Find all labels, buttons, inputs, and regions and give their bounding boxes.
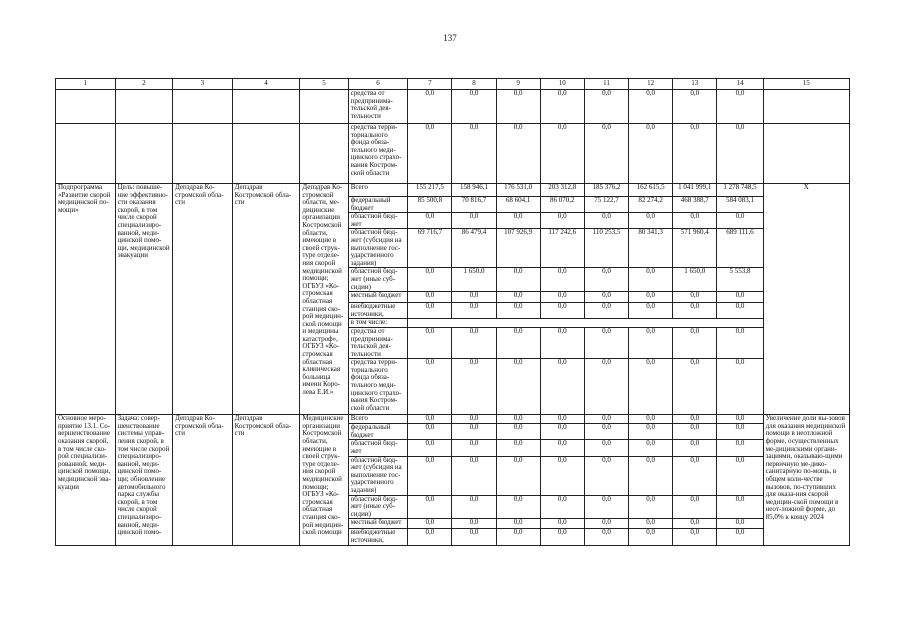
amount-cell: 0,0 xyxy=(673,327,717,358)
funding-source: областной бюд-жет (субсидия на выполнение гос-ударственного задания) xyxy=(348,456,408,495)
amount-cell: 0,0 xyxy=(408,359,452,415)
amount-cell: 0,0 xyxy=(629,292,673,303)
amount-cell: 5 553,8 xyxy=(717,268,763,292)
amount-cell: 0,0 xyxy=(452,327,496,358)
empty-cell xyxy=(115,90,173,124)
amount-cell: 75 122,7 xyxy=(584,197,628,213)
amount-cell: 571 960,4 xyxy=(673,229,717,268)
empty-cell xyxy=(300,90,348,124)
amount-cell: 0,0 xyxy=(673,424,717,440)
column-number: 15 xyxy=(763,79,849,90)
amount-cell: 176 531,0 xyxy=(496,184,540,197)
amount-cell: 468 388,7 xyxy=(673,197,717,213)
amount-cell: 0,0 xyxy=(496,124,540,184)
column-number: 6 xyxy=(348,79,408,90)
funding-source: внебюджетные источники, xyxy=(348,529,408,545)
amount-cell: 0,0 xyxy=(629,519,673,529)
amount-cell: 0,0 xyxy=(629,359,673,415)
amount-cell: 0,0 xyxy=(452,90,496,124)
amount-cell: 0,0 xyxy=(540,124,584,184)
amount-cell: 0,0 xyxy=(717,90,763,124)
amount-cell: 0,0 xyxy=(673,213,717,229)
funding-source: местный бюджет xyxy=(348,292,408,303)
amount-cell: 0,0 xyxy=(452,424,496,440)
amount-cell: 0,0 xyxy=(629,90,673,124)
column-number: 9 xyxy=(496,79,540,90)
amount-cell: 110 253,5 xyxy=(584,229,628,268)
amount-cell: 0,0 xyxy=(584,213,628,229)
amount-cell: 86 070,2 xyxy=(540,197,584,213)
funding-source: областной бюд-жет (субсидия на выполнение гос-ударственного задания) xyxy=(348,229,408,268)
amount-cell: 0,0 xyxy=(452,213,496,229)
table-row xyxy=(56,90,850,124)
amount-cell: 0,0 xyxy=(673,359,717,415)
page-number: 137 xyxy=(443,33,457,43)
amount-cell: 1 041 999,1 xyxy=(673,184,717,197)
empty-cell xyxy=(232,90,300,124)
amount-cell: 0,0 xyxy=(540,292,584,303)
funding-source: областной бюд-жет xyxy=(348,440,408,456)
amount-cell: 0,0 xyxy=(452,415,496,424)
column-number: 12 xyxy=(629,79,673,90)
amount-cell: 0,0 xyxy=(408,424,452,440)
b2-indicator: Увеличение доли вы-зовов для оказания медицинской помощи в неотложной форме, осуществленных ме-дицинскими органи-зациями, оказываю-щими первичную ме-дико-санитарную по-мощь, в общем коли-честве вызовов, по-ступивших для оказа-ния скорой медицин-ской помощи в неот-ложной форме, до 85,0% к концу 2024 xyxy=(763,415,849,545)
amount-cell: 0,0 xyxy=(584,124,628,184)
amount-cell: 0,0 xyxy=(496,440,540,456)
amount-cell: 70 816,7 xyxy=(452,197,496,213)
b1-responsible: Депздрав Костромской обла-сти xyxy=(232,184,300,415)
amount-cell: 0,0 xyxy=(584,268,628,292)
amount-cell: 0,0 xyxy=(496,359,540,415)
amount-cell: 0,0 xyxy=(717,456,763,495)
amount-cell: 1 278 748,5 xyxy=(717,184,763,197)
column-number: 4 xyxy=(232,79,300,90)
amount-cell: 0,0 xyxy=(717,213,763,229)
amount-cell: 0,0 xyxy=(717,303,763,319)
amount-cell: 0,0 xyxy=(629,415,673,424)
amount-cell: 0,0 xyxy=(584,90,628,124)
funding-source: в том числе: xyxy=(348,319,408,328)
column-number: 1 xyxy=(56,79,116,90)
funding-source: федеральный бюджет xyxy=(348,424,408,440)
amount-cell: 0,0 xyxy=(408,519,452,529)
funding-source: федеральный бюджет xyxy=(348,197,408,213)
amount-cell: 0,0 xyxy=(584,440,628,456)
column-number: 14 xyxy=(717,79,763,90)
amount-cell: 0,0 xyxy=(673,495,717,519)
amount-cell: 0,0 xyxy=(584,359,628,415)
table-row xyxy=(56,124,850,184)
column-number: 11 xyxy=(584,79,628,90)
amount-cell: 0,0 xyxy=(496,519,540,529)
empty-cell xyxy=(300,124,348,184)
amount-cell: 0,0 xyxy=(540,359,584,415)
amount-cell: 0,0 xyxy=(629,268,673,292)
amount-cell: 0,0 xyxy=(673,440,717,456)
empty-cell xyxy=(763,90,849,124)
amount-cell: 0,0 xyxy=(629,303,673,319)
amount-cell: 0,0 xyxy=(629,529,673,545)
amount-cell: 0,0 xyxy=(408,303,452,319)
amount-cell: 155 217,5 xyxy=(408,184,452,197)
funding-source: средства терри-ториального фонда обяза-тельного меди-цинского страхо-вания Костром-ской области xyxy=(348,359,408,415)
amount-cell: 0,0 xyxy=(496,529,540,545)
amount-cell: 1 650,0 xyxy=(673,268,717,292)
amount-cell: 0,0 xyxy=(629,456,673,495)
amount-cell: 0,0 xyxy=(452,519,496,529)
amount-cell: 0,0 xyxy=(584,519,628,529)
amount-cell: 0,0 xyxy=(496,495,540,519)
amount-cell: 0,0 xyxy=(540,529,584,545)
amount-cell: 0,0 xyxy=(540,268,584,292)
empty-cell xyxy=(408,319,763,328)
column-number: 7 xyxy=(408,79,452,90)
column-number: 3 xyxy=(173,79,233,90)
amount-cell: 0,0 xyxy=(408,529,452,545)
funding-source: средства от предпринима-тельской дея-тельности xyxy=(348,90,408,124)
header-row xyxy=(56,79,850,90)
amount-cell: 0,0 xyxy=(584,303,628,319)
amount-cell: 0,0 xyxy=(629,327,673,358)
amount-cell: 0,0 xyxy=(629,424,673,440)
funding-source: средства терри-ториального фонда обяза-тельного меди-цинского страхо-вания Костром-ской области xyxy=(348,124,408,184)
empty-cell xyxy=(56,124,116,184)
amount-cell: 584 083,1 xyxy=(717,197,763,213)
column-number: 13 xyxy=(673,79,717,90)
b1-goal: Цель: повыше-ние эффективно-сти оказания скорой, в том числе скорой специализиро-ванной, меди-цинской помо-щи, медицинской эвакуации xyxy=(115,184,173,415)
amount-cell: 0,0 xyxy=(496,415,540,424)
amount-cell: 0,0 xyxy=(673,303,717,319)
b2-goal: Задача: совер-шенствование системы управ-ления скорой, в том числе скорой специализиро-ванной, меди-цинской помо-щи; обновление автомобильного парка службы скорой, в том числе скорой специализиро-ванной, меди-цинской помо- xyxy=(115,415,173,545)
empty-cell xyxy=(763,124,849,184)
funding-source: Всего xyxy=(348,415,408,424)
amount-cell: 0,0 xyxy=(717,424,763,440)
amount-cell: 0,0 xyxy=(408,213,452,229)
amount-cell: 0,0 xyxy=(540,415,584,424)
amount-cell: 0,0 xyxy=(540,440,584,456)
amount-cell: 0,0 xyxy=(584,495,628,519)
amount-cell: 0,0 xyxy=(408,415,452,424)
b2-program-name: Основное меро-приятие 13.1. Со-вершенствование оказания скорой, в том числе ско-рой специализи-рованной, меди-цинской помощи, медицинской эва-куации xyxy=(56,415,116,545)
amount-cell: 0,0 xyxy=(408,456,452,495)
amount-cell: 117 242,6 xyxy=(540,229,584,268)
amount-cell: 0,0 xyxy=(408,124,452,184)
amount-cell: 107 926,9 xyxy=(496,229,540,268)
amount-cell: 0,0 xyxy=(673,90,717,124)
amount-cell: 0,0 xyxy=(408,268,452,292)
column-number: 8 xyxy=(452,79,496,90)
amount-cell: 0,0 xyxy=(673,415,717,424)
amount-cell: 203 312,8 xyxy=(540,184,584,197)
amount-cell: 0,0 xyxy=(452,456,496,495)
amount-cell: 0,0 xyxy=(540,424,584,440)
column-number: 5 xyxy=(300,79,348,90)
amount-cell: 0,0 xyxy=(717,529,763,545)
amount-cell: 0,0 xyxy=(496,424,540,440)
amount-cell: 158 946,1 xyxy=(452,184,496,197)
amount-cell: 0,0 xyxy=(717,359,763,415)
amount-cell: 0,0 xyxy=(629,440,673,456)
amount-cell: 689 111,6 xyxy=(717,229,763,268)
empty-cell xyxy=(173,90,233,124)
b1-program-name: Подпрограмма «Развитие скорой медицинской по-мощи» xyxy=(56,184,116,415)
table-row xyxy=(56,184,850,197)
empty-cell xyxy=(115,124,173,184)
amount-cell: 0,0 xyxy=(452,124,496,184)
amount-cell: 162 615,5 xyxy=(629,184,673,197)
funding-source: Всего xyxy=(348,184,408,197)
amount-cell: 0,0 xyxy=(673,519,717,529)
amount-cell: 68 604,1 xyxy=(496,197,540,213)
amount-cell: 0,0 xyxy=(540,327,584,358)
b1-indicator: X xyxy=(763,184,849,415)
funding-source: областной бюд-жет xyxy=(348,213,408,229)
funding-source: областной бюд-жет (иные суб-сидии) xyxy=(348,495,408,519)
table-row xyxy=(56,415,850,424)
amount-cell: 0,0 xyxy=(717,495,763,519)
amount-cell: 0,0 xyxy=(452,495,496,519)
amount-cell: 80 341,3 xyxy=(629,229,673,268)
amount-cell: 1 650,0 xyxy=(452,268,496,292)
amount-cell: 0,0 xyxy=(408,292,452,303)
amount-cell: 0,0 xyxy=(496,292,540,303)
amount-cell: 0,0 xyxy=(717,415,763,424)
amount-cell: 0,0 xyxy=(717,292,763,303)
empty-cell xyxy=(173,124,233,184)
amount-cell: 0,0 xyxy=(496,213,540,229)
amount-cell: 0,0 xyxy=(496,90,540,124)
amount-cell: 0,0 xyxy=(673,456,717,495)
empty-cell xyxy=(232,124,300,184)
amount-cell: 85 500,8 xyxy=(408,197,452,213)
b2-coordinator: Депздрав Ко-стромской обла-сти xyxy=(173,415,233,545)
amount-cell: 0,0 xyxy=(496,327,540,358)
funding-source: внебюджетные источники, xyxy=(348,303,408,319)
b1-executors: Депздрав Ко-стромской области, ме-дицинские организации Костромской области, имеющие в своей струк-туре отделе-ния скорой медицинской помощи; ОГБУЗ «Ко-стромская областная станция ско-рой медицин-ской помощи и медицины катастроф», ОГБУЗ «Ко-стромская областная клиническая больница имени Коро-лева Е.И.» xyxy=(300,184,348,415)
amount-cell: 82 274,2 xyxy=(629,197,673,213)
funding-source: средства от предпринима-тельской дея-тельности xyxy=(348,327,408,358)
amount-cell: 0,0 xyxy=(408,327,452,358)
amount-cell: 86 479,4 xyxy=(452,229,496,268)
b1-coordinator: Депздрав Ко-стромской обла-сти xyxy=(173,184,233,415)
amount-cell: 0,0 xyxy=(673,292,717,303)
amount-cell: 0,0 xyxy=(452,292,496,303)
amount-cell: 0,0 xyxy=(717,327,763,358)
amount-cell: 0,0 xyxy=(496,268,540,292)
amount-cell: 0,0 xyxy=(717,440,763,456)
amount-cell: 0,0 xyxy=(673,124,717,184)
amount-cell: 0,0 xyxy=(584,415,628,424)
column-number: 2 xyxy=(115,79,173,90)
amount-cell: 0,0 xyxy=(452,440,496,456)
amount-cell: 0,0 xyxy=(408,90,452,124)
funding-source: областной бюд-жет (иные суб-сидии) xyxy=(348,268,408,292)
amount-cell: 0,0 xyxy=(717,519,763,529)
amount-cell: 0,0 xyxy=(673,529,717,545)
amount-cell: 0,0 xyxy=(408,495,452,519)
amount-cell: 0,0 xyxy=(584,424,628,440)
budget-table xyxy=(55,78,850,546)
b2-responsible: Депздрав Костромской обла-сти xyxy=(232,415,300,545)
amount-cell: 0,0 xyxy=(540,213,584,229)
amount-cell: 0,0 xyxy=(452,359,496,415)
amount-cell: 0,0 xyxy=(496,303,540,319)
column-number: 10 xyxy=(540,79,584,90)
amount-cell: 0,0 xyxy=(584,292,628,303)
amount-cell: 0,0 xyxy=(408,440,452,456)
amount-cell: 0,0 xyxy=(629,124,673,184)
amount-cell: 0,0 xyxy=(540,303,584,319)
amount-cell: 0,0 xyxy=(452,529,496,545)
amount-cell: 0,0 xyxy=(540,90,584,124)
amount-cell: 0,0 xyxy=(540,456,584,495)
funding-source: местный бюджет xyxy=(348,519,408,529)
amount-cell: 0,0 xyxy=(540,519,584,529)
amount-cell: 185 376,2 xyxy=(584,184,628,197)
amount-cell: 0,0 xyxy=(717,124,763,184)
amount-cell: 0,0 xyxy=(584,529,628,545)
amount-cell: 69 716,7 xyxy=(408,229,452,268)
empty-cell xyxy=(56,90,116,124)
amount-cell: 0,0 xyxy=(584,327,628,358)
amount-cell: 0,0 xyxy=(629,213,673,229)
amount-cell: 0,0 xyxy=(452,303,496,319)
b2-executors: Медицинские организации Костромской области, имеющие в своей струк-туре отделе-ния скорой медицинской помощи; ОГБУЗ «Ко-стромская областная станция ско-рой медицин-ской помощи xyxy=(300,415,348,545)
amount-cell: 0,0 xyxy=(629,495,673,519)
amount-cell: 0,0 xyxy=(496,456,540,495)
amount-cell: 0,0 xyxy=(540,495,584,519)
amount-cell: 0,0 xyxy=(584,456,628,495)
